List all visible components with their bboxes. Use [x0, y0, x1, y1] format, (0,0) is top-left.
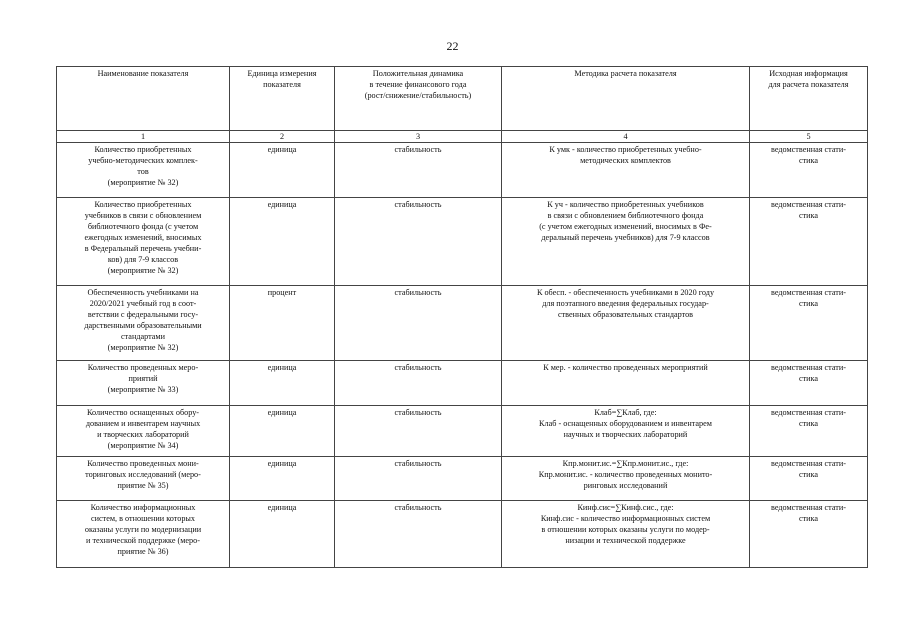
cell-method: Клаб=∑Клаб, где: Клаб - оснащенных оборудованием и инвентарем научных и творческих лабораторий	[502, 406, 750, 457]
cell-unit: единица	[230, 143, 335, 198]
column-number-row	[57, 131, 868, 143]
cell-unit: единица	[230, 361, 335, 406]
cell-indicator-name: Количество приобретенных учебников в связи с обновлением библиотечного фонда (с учетом ежегодных изменений, вносимых в Федеральный перечень учебни- ков) для 7-9 классов (мероприятие № 32)	[57, 198, 230, 286]
cell-unit: процент	[230, 286, 335, 361]
cell-indicator-name: Количество приобретенных учебно-методических комплек- тов (мероприятие № 32)	[57, 143, 230, 198]
cell-dynamics: стабильность	[335, 457, 502, 501]
cell-source: ведомственная стати- стика	[750, 286, 868, 361]
cell-dynamics: стабильность	[335, 198, 502, 286]
cell-dynamics: стабильность	[335, 286, 502, 361]
table-header-row	[57, 67, 868, 131]
cell-method: К мер. - количество проведенных мероприятий	[502, 361, 750, 406]
header-dynamics: Положительная динамика в течение финансового года (рост/снижение/стабильность)	[335, 67, 502, 131]
table-row	[57, 286, 868, 361]
cell-method: К умк - количество приобретенных учебно- методических комплектов	[502, 143, 750, 198]
cell-source: ведомственная стати- стика	[750, 406, 868, 457]
cell-unit: единица	[230, 457, 335, 501]
cell-indicator-name: Обеспеченность учебниками на 2020/2021 учебный год в соот- ветствии с федеральными госу- дарственными образовательными стандартами (мероприятие № 32)	[57, 286, 230, 361]
cell-unit: единица	[230, 198, 335, 286]
cell-source: ведомственная стати- стика	[750, 143, 868, 198]
cell-method: К обесп. - обеспеченность учебниками в 2020 году для поэтапного введения федеральных государ- ственных образовательных стандартов	[502, 286, 750, 361]
cell-indicator-name: Количество информационных систем, в отношении которых оказаны услуги по модернизации и технической поддержке (меро- приятие № 36)	[57, 501, 230, 568]
header-source: Исходная информация для расчета показателя	[750, 67, 868, 131]
cell-method: Кпр.монит.ис.=∑Кпр.монит.ис., где: Кпр.монит.ис. - количество проведенных монито- ринговых исследований	[502, 457, 750, 501]
cell-dynamics: стабильность	[335, 143, 502, 198]
column-number: 1	[57, 131, 230, 143]
cell-source: ведомственная стати- стика	[750, 457, 868, 501]
table-row	[57, 457, 868, 501]
cell-dynamics: стабильность	[335, 361, 502, 406]
cell-method: К уч - количество приобретенных учебников в связи с обновлением библиотечного фонда (с учетом ежегодных изменений, вносимых в Фе- деральный перечень учебников) для 7-9 классов	[502, 198, 750, 286]
column-number: 5	[750, 131, 868, 143]
cell-source: ведомственная стати- стика	[750, 198, 868, 286]
cell-method: Кинф.сис=∑Кинф.сис., где: Кинф.сис - количество информационных систем в отношении которых оказаны услуги по модер- низации и технической поддержке	[502, 501, 750, 568]
table-row	[57, 198, 868, 286]
cell-unit: единица	[230, 501, 335, 568]
header-method: Методика расчета показателя	[502, 67, 750, 131]
table-row	[57, 406, 868, 457]
column-number: 2	[230, 131, 335, 143]
cell-dynamics: стабильность	[335, 501, 502, 568]
table-row	[57, 361, 868, 406]
cell-indicator-name: Количество оснащенных обору- дованием и инвентарем научных и творческих лабораторий (мероприятие № 34)	[57, 406, 230, 457]
header-unit: Единица измерения показателя	[230, 67, 335, 131]
cell-source: ведомственная стати- стика	[750, 501, 868, 568]
cell-indicator-name: Количество проведенных мони- торинговых исследований (меро- приятие № 35)	[57, 457, 230, 501]
page-number: 22	[446, 39, 459, 53]
cell-indicator-name: Количество проведенных меро- приятий (мероприятие № 33)	[57, 361, 230, 406]
header-indicator-name: Наименование показателя	[57, 67, 230, 131]
table-row	[57, 501, 868, 568]
column-number: 4	[502, 131, 750, 143]
cell-unit: единица	[230, 406, 335, 457]
table-row	[57, 143, 868, 198]
column-number: 3	[335, 131, 502, 143]
cell-dynamics: стабильность	[335, 406, 502, 457]
cell-source: ведомственная стати- стика	[750, 361, 868, 406]
indicators-table	[56, 66, 868, 568]
